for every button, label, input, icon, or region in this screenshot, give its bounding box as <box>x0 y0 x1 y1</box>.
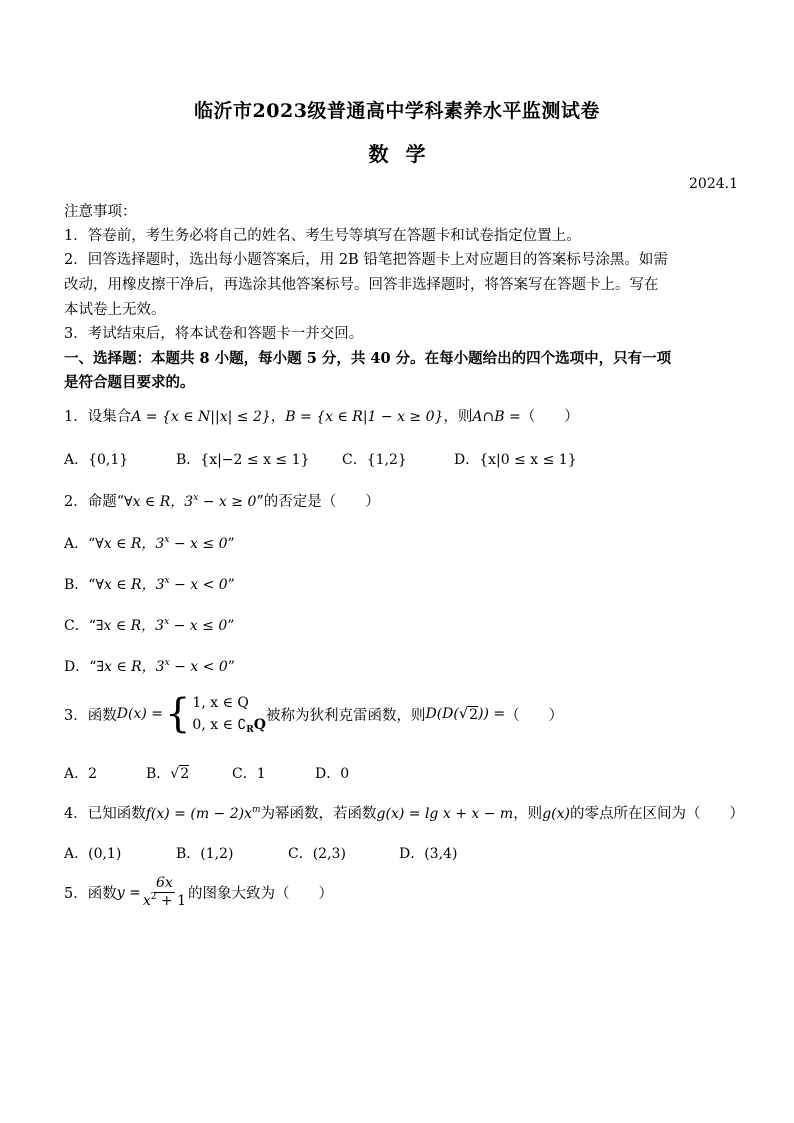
q1-option-d[interactable]: D．{x|0 ≤ x ≤ 1} <box>454 452 577 468</box>
q5-prefix: 5．函数 <box>64 886 117 902</box>
q4-gx2: g(x) <box>542 806 570 822</box>
notice-item-1: 1．答卷前，考生务必将自己的姓名、考生号等填写在答题卡和试卷指定位置上。 <box>64 228 581 244</box>
q1-ask: ，则 <box>443 409 473 425</box>
q3-option-d[interactable]: D．0 <box>315 766 350 782</box>
q5-tail: 的图象大致为（ ） <box>188 886 334 902</box>
q2-option-c-end: ” <box>227 618 235 634</box>
q2-option-a-end: ” <box>227 536 235 552</box>
q5-den-base: x <box>142 893 151 909</box>
q5-denominator <box>141 893 188 910</box>
subject-title: 数 学 <box>368 142 426 166</box>
q2-prop: ∀x ∈ R，3 <box>124 494 194 510</box>
q4-option-d[interactable]: D．(3,4) <box>399 846 458 862</box>
q2-option-b-label: B．“ <box>64 577 96 593</box>
q2-option-d[interactable] <box>64 656 235 676</box>
q1-set-b: B = {x ∈ R|1 − x ≥ 0} <box>285 409 444 425</box>
section-1-heading-line-2: 是符合题目要求的。 <box>64 374 195 391</box>
q3-prefix: 3．函数 <box>64 707 117 724</box>
exam-date: 2024.1 <box>689 176 738 192</box>
notice-item-2-line-2: 改动，用橡皮擦干净后，再选涂其他答案标号。回答非选择题时，将答案写在答题卡上。写在 <box>64 277 659 293</box>
q2-suffix: ”的否定是（ ） <box>256 494 380 510</box>
q3-case-2-main: 0, x ∈ ∁ <box>192 717 247 733</box>
q4-ask: ，则 <box>513 806 543 822</box>
q3-case-2-end: Q <box>253 717 266 733</box>
sqrt-icon: √ <box>458 706 469 722</box>
q3-expr-a: D(D( <box>425 706 459 722</box>
q3-paren: （ ） <box>505 707 564 724</box>
question-1 <box>64 405 579 426</box>
q5-numerator: 6x <box>156 875 173 891</box>
q5-y: y = <box>116 884 141 901</box>
q2-option-b-end: ” <box>227 577 235 593</box>
q4-mid: 为幂函数，若函数 <box>260 806 377 822</box>
q4-prefix: 4．已知函数 <box>64 806 146 822</box>
q3-fn: D(x) = <box>116 706 163 722</box>
q2-option-d-expr: ∃x ∈ R，3 <box>96 659 165 675</box>
q2-option-b-expr: ∀x ∈ R，3 <box>95 577 165 593</box>
q2-option-c[interactable] <box>64 615 234 635</box>
q1-paren: （ ） <box>520 409 579 425</box>
q2-option-b-rest: − x < 0 <box>169 577 228 593</box>
left-brace-icon: { <box>164 691 191 737</box>
q4-fx-exp: m <box>252 805 261 815</box>
q1-option-b[interactable]: B．{x|−2 ≤ x ≤ 1} <box>176 452 310 468</box>
question-2 <box>64 490 380 511</box>
question-5 <box>64 875 333 910</box>
q2-option-c-label: C．“ <box>64 618 96 634</box>
question-4 <box>64 802 744 823</box>
q1-set-a: A = {x ∈ N||x| ≤ 2} <box>131 409 271 425</box>
q2-option-d-rest: − x < 0 <box>169 659 228 675</box>
notice-heading: 注意事项： <box>64 204 137 220</box>
q2-option-a[interactable] <box>64 533 235 553</box>
q1-expr: A∩B = <box>472 409 521 425</box>
q4-option-c[interactable]: C．(2,3) <box>288 846 346 862</box>
q2-exp: x <box>193 493 199 503</box>
q2-prop-rest: − x ≥ 0 <box>198 494 257 510</box>
q1-option-a[interactable]: A．{0,1} <box>64 452 129 468</box>
q3-case-1: 1, x ∈ Q <box>192 695 249 711</box>
q1-mid: ， <box>270 409 286 425</box>
question-3 <box>64 692 563 736</box>
q2-option-a-label: A．“ <box>64 536 96 552</box>
exam-title: 临沂市2023级普通高中学科素养水平监测试卷 <box>194 100 600 122</box>
q5-den-rest: + 1 <box>156 893 187 909</box>
notice-item-2-line-1: 2．回答选择题时，选出每小题答案后，用 2B 铅笔把答题卡上对应题目的答案标号涂黑。如需 <box>64 252 668 268</box>
q4-tail: 的零点所在区间为（ ） <box>569 806 744 822</box>
q2-option-c-expr: ∃x ∈ R，3 <box>95 618 165 634</box>
q1-option-c[interactable]: C．{1,2} <box>342 452 407 468</box>
q2-option-c-rest: − x ≤ 0 <box>169 618 228 634</box>
q3-case-2 <box>192 714 266 736</box>
q3-option-c[interactable]: C．1 <box>232 766 266 782</box>
q3-mid: 被称为狄利克雷函数，则 <box>265 707 426 724</box>
q5-den-exp: 2 <box>150 892 157 902</box>
q3-option-a[interactable]: A．2 <box>64 766 98 782</box>
q4-option-b[interactable]: B．(1,2) <box>176 846 234 862</box>
q3-expr-b: )) = <box>478 706 506 722</box>
notice-item-3: 3．考试结束后，将本试卷和答题卡一并交回。 <box>64 326 364 342</box>
q2-option-a-expr: ∀x ∈ R，3 <box>95 536 165 552</box>
q1-prefix: 1．设集合 <box>64 409 132 425</box>
section-1-heading-line-1: 一、选择题：本题共 8 小题，每小题 5 分，共 40 分。在每小题给出的四个选项中，只有一项 <box>64 350 672 367</box>
q3-option-b-label: B． <box>146 766 171 782</box>
q2-prefix: 2．命题“ <box>64 494 125 510</box>
sqrt-icon: √ <box>170 766 180 782</box>
q3-sqrt-value: 2 <box>469 706 479 723</box>
q4-gx: g(x) = lg x + x − m <box>376 806 514 822</box>
q2-option-c-exp: x <box>164 617 170 627</box>
q2-option-a-rest: − x ≤ 0 <box>169 536 228 552</box>
q2-option-a-exp: x <box>164 535 170 545</box>
q4-fx: f(x) = (m − 2)x <box>145 806 252 822</box>
q3-option-b-value: 2 <box>180 766 190 782</box>
notice-item-2-line-3: 本试卷上无效。 <box>64 302 166 318</box>
q2-option-d-exp: x <box>164 658 170 668</box>
q3-option-b[interactable] <box>146 763 189 783</box>
q3-case-2-sub: R <box>246 725 254 735</box>
q5-fraction <box>141 875 188 910</box>
q2-option-b[interactable] <box>64 574 235 594</box>
q2-option-d-label: D．“ <box>64 659 97 675</box>
q2-option-b-exp: x <box>164 576 170 586</box>
q4-option-a[interactable]: A．(0,1) <box>64 846 122 862</box>
q3-cases <box>192 692 266 736</box>
q2-option-d-end: ” <box>227 659 235 675</box>
q3-piecewise <box>163 692 266 736</box>
